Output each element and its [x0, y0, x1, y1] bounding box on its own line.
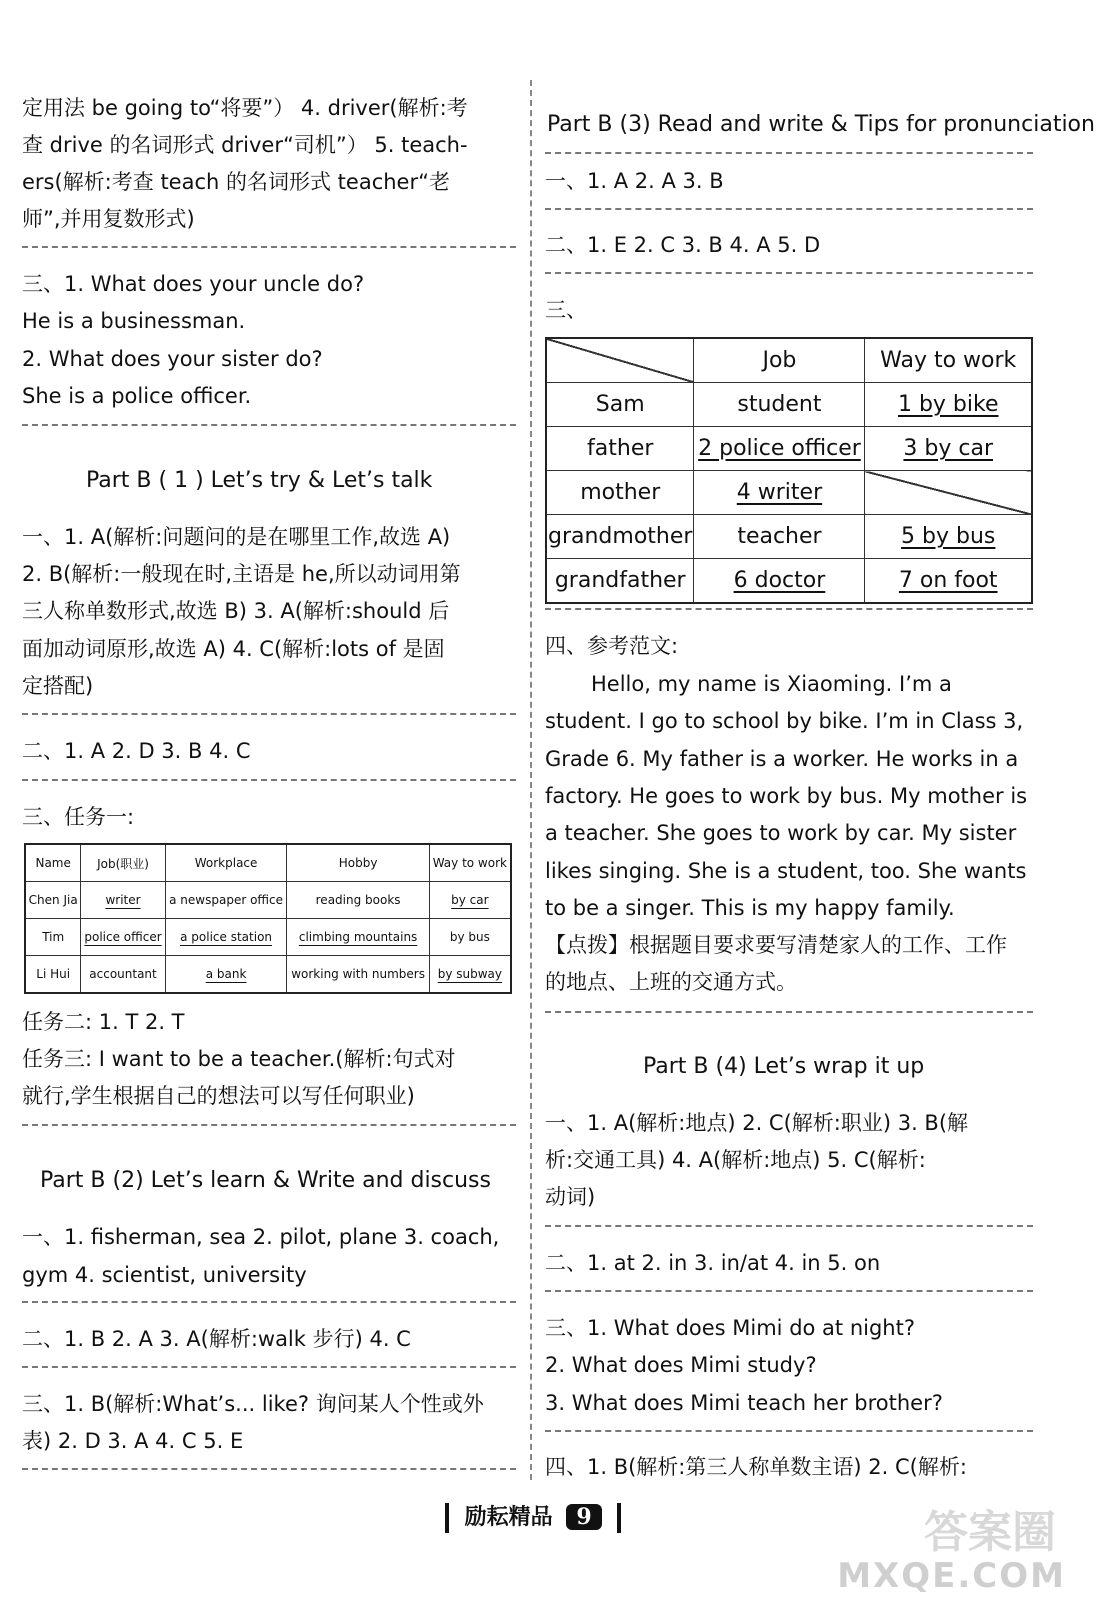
- task3-line: 任务三: I want to be a teacher.(解析:句式对: [22, 1047, 456, 1071]
- tip-line: 【点拨】根据题目要求要写清楚家人的工作、工作: [545, 933, 1007, 957]
- table-cell: 3 by car: [865, 427, 1032, 471]
- s3-line: 三、1. What does your uncle do?: [22, 272, 365, 296]
- footer-bar: [445, 1503, 449, 1533]
- essay-line: a teacher. She goes to work by car. My sister: [545, 821, 1017, 845]
- task3-line: 就行,学生根据自己的想法可以写任何职业): [22, 1084, 415, 1108]
- b1-s1-line: 面加动词原形,故选 A) 4. C(解析:lots of 是固: [22, 637, 445, 661]
- s3-line: He is a businessman.: [22, 309, 246, 333]
- section-divider: [545, 152, 1033, 154]
- intro-line: 师”,并用复数形式): [22, 207, 195, 231]
- table-cell: a newspaper office: [165, 882, 287, 919]
- table-cell: by bus: [429, 919, 511, 956]
- table-cell: working with numbers: [287, 956, 429, 994]
- table-header-row: [546, 338, 1032, 383]
- table-cell: Chen Jia: [25, 882, 81, 919]
- section-divider: [22, 246, 516, 248]
- table-cell: 7 on foot: [865, 559, 1032, 604]
- page-footer: [437, 1500, 629, 1533]
- task1-label: 三、任务一:: [22, 805, 135, 829]
- table-cell: reading books: [287, 882, 429, 919]
- table-row: [25, 882, 511, 919]
- table-header-row: [25, 844, 511, 882]
- section-divider: [545, 272, 1033, 274]
- b2-s2-answers: 二、1. B 2. A 3. A(解析:walk 步行) 4. C: [22, 1327, 411, 1351]
- section-divider: [545, 1225, 1033, 1227]
- intro-line: 定用法 be going to“将要”） 4. driver(解析:考: [22, 96, 468, 120]
- essay-line: to be a singer. This is my happy family.: [545, 896, 955, 920]
- table-row: [546, 515, 1032, 559]
- table-corner-cell: [546, 338, 694, 383]
- section-divider: [22, 424, 516, 426]
- b2-s3-line: 表) 2. D 3. A 4. C 5. E: [22, 1429, 244, 1453]
- table-cell: a bank: [165, 956, 287, 994]
- section-divider: [545, 1290, 1033, 1292]
- table-cell: student: [694, 383, 865, 427]
- table-header: Way to work: [865, 338, 1032, 383]
- table-cell: 1 by bike: [865, 383, 1032, 427]
- table-header: Workplace: [165, 844, 287, 882]
- section-divider: [22, 713, 516, 715]
- table-empty-cell: [865, 471, 1032, 515]
- b1-s2-answers: 二、1. A 2. D 3. B 4. C: [22, 739, 251, 763]
- section-divider: [545, 208, 1033, 210]
- table-row: [546, 383, 1032, 427]
- table-cell: accountant: [81, 956, 165, 994]
- b3-s2-answers: 二、1. E 2. C 3. B 4. A 5. D: [545, 233, 821, 257]
- part-b2-heading: Part B (2) Let’s learn & Write and discuss: [40, 1168, 491, 1193]
- task2-answers: 任务二: 1. T 2. T: [22, 1010, 185, 1034]
- page-number: 9: [566, 1504, 601, 1530]
- table-cell: Sam: [546, 383, 694, 427]
- table-header: Job(职业): [81, 844, 165, 882]
- b1-s1-line: 一、1. A(解析:问题问的是在哪里工作,故选 A): [22, 525, 451, 549]
- table-header: Job: [694, 338, 865, 383]
- table-header: Hobby: [287, 844, 429, 882]
- section-divider: [545, 1430, 1033, 1432]
- table-cell: Li Hui: [25, 956, 81, 994]
- section-divider: [22, 1301, 516, 1303]
- table-cell: teacher: [694, 515, 865, 559]
- b3-s4-label: 四、参考范文:: [545, 634, 679, 658]
- footer-bar: [617, 1503, 621, 1533]
- table-cell: a police station: [165, 919, 287, 956]
- b4-s4-line: 四、1. B(解析:第三人称单数主语) 2. C(解析:: [545, 1455, 967, 1479]
- table-cell: by subway: [429, 956, 511, 994]
- s3-line: 2. What does your sister do?: [22, 347, 323, 371]
- essay-line: Grade 6. My father is a worker. He works in a: [545, 747, 1019, 771]
- table-row: [546, 559, 1032, 604]
- table-cell: 6 doctor: [694, 559, 865, 604]
- b2-s1-line: gym 4. scientist, university: [22, 1263, 307, 1287]
- table-cell: grandfather: [546, 559, 694, 604]
- watermark: MXQE.COM: [837, 1556, 1066, 1596]
- table-cell: writer: [81, 882, 165, 919]
- essay-line: Hello, my name is Xiaoming. I’m a: [591, 672, 952, 696]
- b1-s1-line: 定搭配): [22, 674, 94, 698]
- intro-line: 查 drive 的名词形式 driver“司机”） 5. teach-: [22, 133, 468, 157]
- table-row: [25, 956, 511, 994]
- section-divider: [545, 1011, 1033, 1013]
- table-cell: climbing mountains: [287, 919, 429, 956]
- b1-s1-line: 2. B(解析:一般现在时,主语是 he,所以动词用第: [22, 562, 461, 586]
- b4-s1-line: 一、1. A(解析:地点) 2. C(解析:职业) 3. B(解: [545, 1111, 969, 1135]
- tip-line: 的地点、上班的交通方式。: [545, 970, 797, 994]
- b4-s3-line: 三、1. What does Mimi do at night?: [545, 1316, 915, 1340]
- section-divider: [22, 1124, 516, 1126]
- s3-line: She is a police officer.: [22, 384, 252, 408]
- table-cell: Tim: [25, 919, 81, 956]
- table-row: [546, 471, 1032, 515]
- b3-s1-answers: 一、1. A 2. A 3. B: [545, 169, 724, 193]
- section-divider: [22, 1468, 516, 1470]
- table-row: [25, 919, 511, 956]
- b4-s3-line: 3. What does Mimi teach her brother?: [545, 1391, 943, 1415]
- table-cell: 2 police officer: [694, 427, 865, 471]
- table-cell: mother: [546, 471, 694, 515]
- part-b3-heading: Part B (3) Read and write & Tips for pronunciation: [547, 112, 1095, 137]
- table-cell: police officer: [81, 919, 165, 956]
- b2-s1-line: 一、1. fisherman, sea 2. pilot, plane 3. coach,: [22, 1225, 500, 1249]
- b4-s1-line: 析:交通工具) 4. A(解析:地点) 5. C(解析:: [545, 1148, 926, 1172]
- table-cell: grandmother: [546, 515, 694, 559]
- b1-s1-line: 三人称单数形式,故选 B) 3. A(解析:should 后: [22, 599, 450, 623]
- section-divider: [545, 608, 1033, 610]
- family-jobs-table: [545, 337, 1033, 604]
- table-cell: by car: [429, 882, 511, 919]
- b4-s3-line: 2. What does Mimi study?: [545, 1353, 817, 1377]
- part-b4-heading: Part B (4) Let’s wrap it up: [643, 1054, 925, 1079]
- table-cell: 4 writer: [694, 471, 865, 515]
- b4-s2-answers: 二、1. at 2. in 3. in/at 4. in 5. on: [545, 1251, 881, 1275]
- table-row: [546, 427, 1032, 471]
- b2-s3-line: 三、1. B(解析:What’s... like? 询问某人个性或外: [22, 1392, 484, 1416]
- watermark-cn: 答案圈: [924, 1507, 1056, 1558]
- table-cell: 5 by bus: [865, 515, 1032, 559]
- essay-line: likes singing. She is a student, too. She wants: [545, 859, 1027, 883]
- column-divider: [530, 80, 532, 1480]
- table-cell: father: [546, 427, 694, 471]
- essay-line: factory. He goes to work by bus. My mother is: [545, 784, 1028, 808]
- b4-s1-line: 动词): [545, 1185, 596, 1209]
- table-header: Way to work: [429, 844, 511, 882]
- footer-brand: 励耘精品: [464, 1505, 553, 1530]
- b3-s3-label: 三、: [545, 298, 587, 322]
- table-header: Name: [25, 844, 81, 882]
- part-b1-heading: Part B ( 1 ) Let’s try & Let’s talk: [86, 468, 433, 493]
- task1-table: [24, 843, 512, 994]
- intro-line: ers(解析:考查 teach 的名词形式 teacher“老: [22, 170, 450, 194]
- section-divider: [22, 779, 516, 781]
- section-divider: [22, 1366, 516, 1368]
- essay-line: student. I go to school by bike. I’m in Class 3,: [545, 709, 1024, 733]
